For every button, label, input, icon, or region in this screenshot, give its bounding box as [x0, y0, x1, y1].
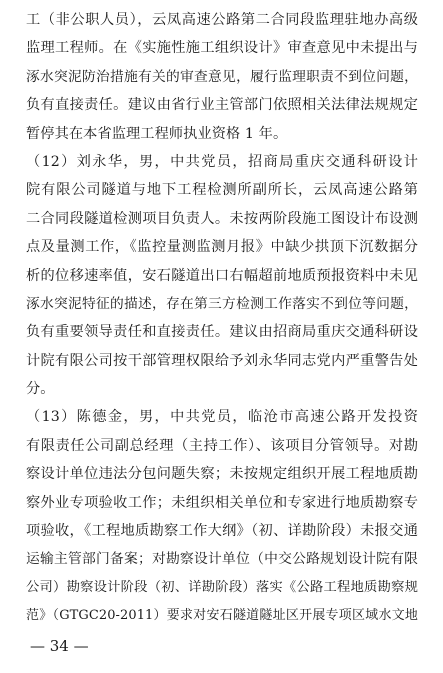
paragraph-item-12: [26, 148, 418, 404]
text-line: 计院有限公司按干部管理权限给予刘永华同志党内严重警告处: [26, 352, 418, 369]
text-line: 暂停其在本省监理工程师执业资格 1 年。: [26, 125, 288, 142]
page-number: — 34 —: [30, 637, 89, 655]
text-line: （13）陈德金，男，中共党员，临沧市高速公路开发投资: [26, 409, 418, 426]
text-line: （12）刘永华，男，中共党员，招商局重庆交通科研设计: [26, 153, 418, 170]
text-line: 析的位移速率值，安石隧道出口右幅超前地质预报资料中未见: [26, 267, 418, 284]
text-line: 涿水突泥防治措施有关的审查意见，履行监理职责不到位问题，: [26, 68, 418, 85]
text-line: 涿水突泥特征的描述，存在第三方检测工作落实不到位等问题，: [26, 295, 418, 312]
text-line: 院有限公司隧道与地下工程检测所副所长，云凤高速公路第: [26, 182, 418, 199]
text-line: 察设计单位违法分包问题失察；未按规定组织开展工程地质勘: [26, 466, 418, 483]
text-line: 点及量测工作，《监控量测监测月报》中缺少拱顶下沉数据分: [26, 239, 418, 256]
text-line: 工（非公职人员），云凤高速公路第二合同段监理驻地办高级: [26, 12, 418, 28]
text-line: 有限责任公司副总经理（主持工作）、该项目分管领导。对勘: [26, 437, 418, 454]
text-line: 项验收，《工程地质勘察工作大纲》（初、详勘阶段）未报交通: [26, 523, 418, 540]
document-page: [26, 6, 418, 631]
text-line: 范》（GTGC20-2011）要求对安石隧道隧址区开展专项区域水文地: [26, 608, 418, 624]
text-line: 负有直接责任。建议由省行业主管部门依照相关法律法规规定: [26, 97, 418, 114]
text-line: 负有重要领导责任和直接责任。建议由招商局重庆交通科研设: [26, 324, 418, 341]
text-line: 运输主管部门备案；对勘察设计单位（中交公路规划设计院有限: [26, 551, 418, 568]
paragraph-item-13: [26, 403, 418, 630]
text-line: 二合同段隧道检测项目负责人。未按两阶段施工图设计布设测: [26, 210, 418, 227]
paragraph-supervisor-engineer: [26, 6, 418, 148]
text-line: 分。: [26, 381, 55, 398]
text-line: 公司）勘察设计阶段（初、详勘阶段）落实《公路工程地质勘察规: [26, 579, 418, 595]
text-line: 监理工程师。在《实施性施工组织设计》审查意见中未提出与: [26, 40, 418, 57]
text-line: 察外业专项验收工作；未组织相关单位和专家进行地质勘察专: [26, 494, 418, 511]
